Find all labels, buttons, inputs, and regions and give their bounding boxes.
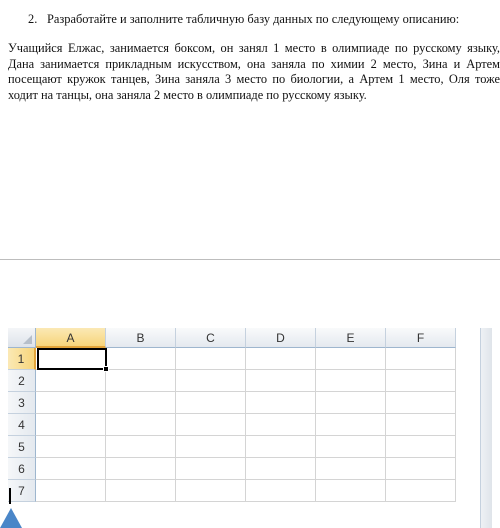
row-header-5[interactable]: 5 [8,436,36,458]
cell-e5[interactable] [316,436,386,458]
cell-f3[interactable] [386,392,456,414]
cell-b7[interactable] [106,480,176,502]
cell-a7[interactable] [36,480,106,502]
fill-handle[interactable] [103,366,109,372]
task-description: Учащийся Елжас, занимается боксом, он занял 1 место в олимпиаде по русскому языку, Дана занимается прикладным искусством, она заняла по химии 2 место, Зина и Артем посещают кружок танцев, Зина заняла 3 место по биологии, а Артем 1 место, Оля тоже ходит на танцы, она заняла 2 место в олимпиаде по русскому языку. [8,41,500,102]
cell-c7[interactable] [176,480,246,502]
cell-f5[interactable] [386,436,456,458]
column-header-c[interactable]: C [176,328,246,348]
cell-b5[interactable] [106,436,176,458]
task-heading [28,11,496,27]
cell-b2[interactable] [106,370,176,392]
row-header-1[interactable]: 1 [8,348,36,370]
cell-c3[interactable] [176,392,246,414]
cell-e2[interactable] [316,370,386,392]
column-header-d[interactable]: D [246,328,316,348]
vertical-scrollbar[interactable] [480,328,492,528]
row-header-4[interactable]: 4 [8,414,36,436]
cell-e4[interactable] [316,414,386,436]
column-header-f[interactable]: F [386,328,456,348]
select-all-corner[interactable] [8,328,36,348]
cell-b4[interactable] [106,414,176,436]
cell-e3[interactable] [316,392,386,414]
cell-d4[interactable] [246,414,316,436]
cell-e7[interactable] [316,480,386,502]
select-all-triangle-icon [23,335,32,344]
cell-d3[interactable] [246,392,316,414]
cell-d7[interactable] [246,480,316,502]
selected-cell-a1[interactable] [37,348,107,370]
spreadsheet-grid [8,328,492,528]
cell-f2[interactable] [386,370,456,392]
cell-b1[interactable] [106,348,176,370]
cell-a2[interactable] [36,370,106,392]
cell-c6[interactable] [176,458,246,480]
cell-f6[interactable] [386,458,456,480]
cell-d5[interactable] [246,436,316,458]
column-header-b[interactable]: B [106,328,176,348]
cell-c4[interactable] [176,414,246,436]
column-header-a[interactable]: A [36,328,106,348]
scroll-up-arrow-icon[interactable] [0,508,22,528]
text-cursor [9,488,11,504]
cell-d6[interactable] [246,458,316,480]
row-header-3[interactable]: 3 [8,392,36,414]
cell-d1[interactable] [246,348,316,370]
cell-b3[interactable] [106,392,176,414]
cell-f1[interactable] [386,348,456,370]
cell-b6[interactable] [106,458,176,480]
divider [0,259,500,260]
cell-e6[interactable] [316,458,386,480]
cell-a5[interactable] [36,436,106,458]
cell-e1[interactable] [316,348,386,370]
cell-a3[interactable] [36,392,106,414]
cell-a4[interactable] [36,414,106,436]
cell-c1[interactable] [176,348,246,370]
row-header-2[interactable]: 2 [8,370,36,392]
row-header-7[interactable]: 7 [8,480,36,502]
row-header-6[interactable]: 6 [8,458,36,480]
task-heading-text: Разработайте и заполните табличную базу данных по следующему описанию: [47,12,460,26]
cell-f4[interactable] [386,414,456,436]
cell-d2[interactable] [246,370,316,392]
task-number: 2. [28,12,38,26]
column-header-e[interactable]: E [316,328,386,348]
cell-a6[interactable] [36,458,106,480]
cell-c2[interactable] [176,370,246,392]
cell-c5[interactable] [176,436,246,458]
cell-f7[interactable] [386,480,456,502]
